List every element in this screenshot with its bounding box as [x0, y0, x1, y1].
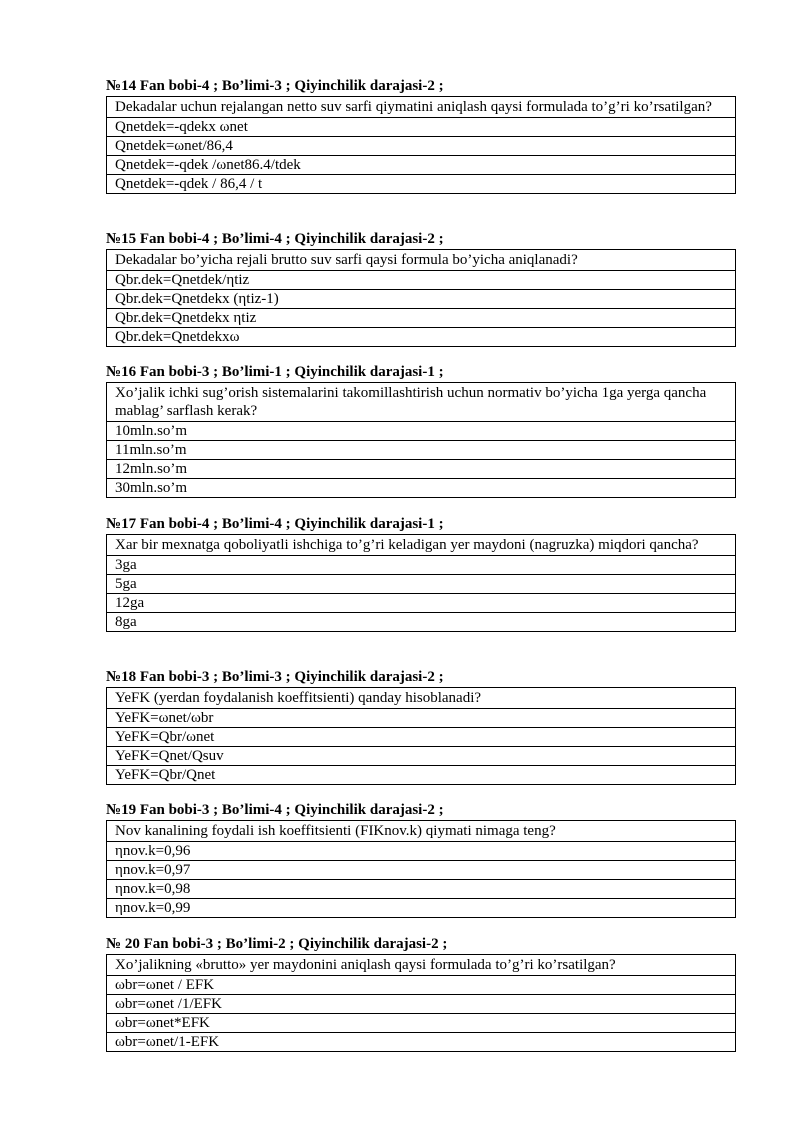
question-text: Xo’jalikning «brutto» yer maydonini aniqlash qaysi formulada to’g’ri ko’rsatilgan? [107, 955, 736, 976]
answer-option: 10mln.so’m [107, 422, 736, 441]
answer-option: Qbr.dek=Qnetdekx (ηtiz-1) [107, 290, 736, 309]
question-block-19 [106, 802, 736, 918]
answer-option: ωbr=ωnet/1-EFK [107, 1033, 736, 1052]
question-block-18 [106, 669, 736, 785]
question-heading: №14 Fan bobi-4 ; Bo’limi-3 ; Qiyinchilik darajasi-2 ; [106, 78, 444, 94]
question-text: Dekadalar uchun rejalangan netto suv sarfi qiymatini aniqlash qaysi formulada to’g’ri ko’rsatilgan? [107, 97, 736, 118]
question-text: Xo’jalik ichki sug’orish sistemalarini takomillashtirish uchun normativ bo’yicha 1ga yerga qancha mablag’ sarflash kerak? [107, 383, 736, 422]
answer-option: ωbr=ωnet /1/EFK [107, 995, 736, 1014]
answer-option: YeFK=Qbr/Qnet [107, 766, 736, 785]
answer-option: ηnov.k=0,99 [107, 899, 736, 918]
answer-option: YeFK=Qnet/Qsuv [107, 747, 736, 766]
question-table [106, 820, 736, 918]
question-table [106, 534, 736, 632]
answer-option: Qbr.dek=Qnetdek/ηtiz [107, 271, 736, 290]
question-block-17 [106, 516, 736, 632]
answer-option: 5ga [107, 575, 736, 594]
answer-option: Qnetdek=-qdek / 86,4 / t [107, 175, 736, 194]
answer-option: 30mln.so’m [107, 479, 736, 498]
answer-option: YeFK=ωnet/ωbr [107, 709, 736, 728]
question-heading: № 20 Fan bobi-3 ; Bo’limi-2 ; Qiyinchilik darajasi-2 ; [106, 936, 448, 952]
answer-option: 11mln.so’m [107, 441, 736, 460]
question-heading: №18 Fan bobi-3 ; Bo’limi-3 ; Qiyinchilik darajasi-2 ; [106, 669, 444, 685]
question-heading: №15 Fan bobi-4 ; Bo’limi-4 ; Qiyinchilik darajasi-2 ; [106, 231, 444, 247]
question-block-20 [106, 936, 736, 1052]
question-block-16 [106, 364, 736, 498]
question-table [106, 96, 736, 194]
answer-option: 3ga [107, 556, 736, 575]
answer-option: 12mln.so’m [107, 460, 736, 479]
answer-option: 12ga [107, 594, 736, 613]
answer-option: Qbr.dek=Qnetdekx ηtiz [107, 309, 736, 328]
answer-option: ηnov.k=0,97 [107, 861, 736, 880]
question-table [106, 382, 736, 498]
question-text: YeFK (yerdan foydalanish koeffitsienti) qanday hisoblanadi? [107, 688, 736, 709]
question-text: Nov kanalining foydali ish koeffitsienti (FIKnov.k) qiymati nimaga teng? [107, 821, 736, 842]
answer-option: Qbr.dek=Qnetdekxω [107, 328, 736, 347]
answer-option: ηnov.k=0,98 [107, 880, 736, 899]
question-block-15 [106, 231, 736, 347]
question-text: Dekadalar bo’yicha rejali brutto suv sarfi qaysi formula bo’yicha aniqlanadi? [107, 250, 736, 271]
answer-option: YeFK=Qbr/ωnet [107, 728, 736, 747]
question-block-14 [106, 78, 736, 194]
answer-option: ωbr=ωnet / EFK [107, 976, 736, 995]
question-heading: №19 Fan bobi-3 ; Bo’limi-4 ; Qiyinchilik darajasi-2 ; [106, 802, 444, 818]
question-text: Xar bir mexnatga qoboliyatli ishchiga to’g’ri keladigan yer maydoni (nagruzka) miqdori qancha? [107, 535, 736, 556]
answer-option: Qnetdek=-qdek /ωnet86.4/tdek [107, 156, 736, 175]
question-table [106, 954, 736, 1052]
answer-option: ηnov.k=0,96 [107, 842, 736, 861]
answer-option: ωbr=ωnet*EFK [107, 1014, 736, 1033]
answer-option: 8ga [107, 613, 736, 632]
answer-option: Qnetdek=-qdekx ωnet [107, 118, 736, 137]
question-heading: №17 Fan bobi-4 ; Bo’limi-4 ; Qiyinchilik darajasi-1 ; [106, 516, 444, 532]
answer-option: Qnetdek=ωnet/86,4 [107, 137, 736, 156]
question-table [106, 687, 736, 785]
question-heading: №16 Fan bobi-3 ; Bo’limi-1 ; Qiyinchilik darajasi-1 ; [106, 364, 444, 380]
question-table [106, 249, 736, 347]
